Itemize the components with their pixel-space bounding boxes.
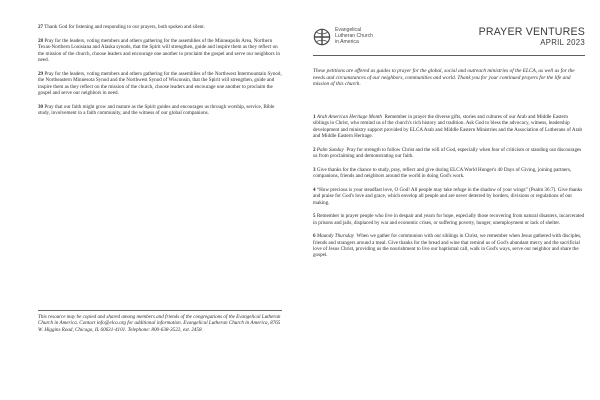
prayer-number: 27 (38, 24, 44, 30)
prayer-text: Remember in prayer the diverse gifts, stories and cultures of our Arab and Middle Eastern siblings in Christ, who remind us of the church's rich history and tradition. Ask God to bless the advocacy, witness, leadership development and ministry support provided by ELCA Arab and Middle Eastern Ministries and the Association of Lutherans of Arab and Middle Eastern Heritage. (313, 114, 583, 140)
header-divider (313, 55, 585, 56)
prayer-item (313, 167, 585, 180)
prayer-item (38, 24, 282, 30)
cross-globe-icon (313, 28, 331, 46)
prayer-title: Arab American Heritage Month (316, 114, 382, 120)
prayer-number: 3 (313, 166, 316, 173)
logo-line: in America (335, 38, 359, 45)
prayer-text: Pray that our faith might grow and mature as the Spirit guides and encourages us through worship, service, Bible study, involvement in a faith community, and the witness of our global companions. (38, 103, 275, 117)
prayer-text: When we gather for communion with our siblings in Christ, we remember when Jesus gathered with disciples, friends and strangers around a meal. Give thanks for the bread and wine that remind us of God's abundant mercy and the sacrificial love of Jesus Christ, providing us the nourishment to live our baptismal call, walk in God's ways, serve our neighbor and share the gospel. (313, 233, 582, 259)
prayer-title: Maundy Thursday (316, 233, 355, 240)
document-title-block (479, 27, 585, 48)
footer-text: This resource may be copied and shared among members and friends of the congregations of the Evangelical Lutheran Church in America. Contact info@elca.org for additional information. Evangelical Lutheran Church in America, 8765 W. Higgins Road, Chicago, IL 60631-4101. Telephone: 800-638-3522, ext. 2458. (38, 314, 281, 333)
prayer-item (38, 104, 282, 117)
prayer-number: 5 (313, 213, 316, 220)
prayer-text: Pray for the leaders, voting members and others gathering for the assemblies of the Northwest Intermountain Synod, the Northeastern Minnesota Synod and the Northwest Synod of Wisconsin, that the Spirit will strengthen, guide and inspire them as they reflect on the mission of the church, choose leaders and encourage one another to proclaim the gospel and serve our neighbors in need. (38, 70, 282, 97)
prayer-text: Give thanks for the chance to study, pray, reflect and give during ELCA World Hunger's 40 Days of Giving, joining partners, companions, friends and neighbors around the world in doing God's work. (313, 166, 572, 180)
prayer-number: 1 (313, 114, 316, 120)
document-date: APRIL 2023 (540, 38, 585, 47)
logo-line: Evangelical (335, 27, 362, 34)
prayer-item (313, 187, 585, 206)
right-page (300, 0, 600, 400)
prayer-item (313, 147, 585, 160)
elca-logo (313, 26, 373, 48)
prayer-text: Pray for strength to follow Christ and the will of God, especially when fear of criticism or standing out discourages us from proclaiming and demonstrating our faith. (313, 146, 582, 160)
document-title: PRAYER VENTURES (478, 26, 585, 38)
prayer-number: 2 (313, 146, 316, 153)
prayer-number: 29 (38, 70, 44, 77)
intro-paragraph: These petitions are offered as guides to prayer for the global, social and outreach ministries of the ELCA, as well as for the needs and circumstances of our neighbors, communities and world. Thank you for your continued prayers for the life and mission of this church. (313, 68, 575, 88)
logo-wordmark (335, 28, 373, 45)
prayer-item (313, 213, 585, 226)
prayer-number: 4 (313, 186, 316, 193)
prayer-text: Remember in prayer people who live in despair and yearn for hope, especially those recovering from natural disasters, incarcerated in prisons and jails, displaced by war and economic crises, or suffering poverty, hunger, unemployment or lack of shelter. (313, 213, 585, 226)
prayer-list-left (38, 24, 282, 124)
prayer-text: Thank God for listening and responding to our prayers, both spoken and silent. (44, 24, 205, 30)
prayer-item (38, 38, 282, 64)
prayer-text: “How precious is your steadfast love, O God! All people may take refuge in the shadow of your wings” (Psalm 36:7). Give thanks and praise for God's love and grace, which envelop all people and are never deterred by borders, divisions or regulations of our making. (313, 186, 583, 206)
prayer-list-right (313, 114, 585, 266)
prayer-item (313, 233, 585, 259)
prayer-title: Palm Sunday (316, 146, 344, 153)
prayer-number: 28 (38, 37, 44, 44)
copyright-footer (38, 310, 282, 333)
prayer-number: 6 (313, 233, 316, 240)
prayer-text: Pray for the leaders, voting members and others gathering for the assemblies of the Minneapolis Area, Northern Texas-Northern Louisiana and Alaska synods, that the Spirit will strengthen, guide and inspire them as they reflect on the mission of the church, choose leaders and encourage one another to proclaim the gospel and serve our neighbors in need. (38, 37, 280, 64)
prayer-number: 30 (38, 103, 44, 110)
logo-line: Lutheran Church (335, 33, 373, 40)
prayer-item (38, 71, 282, 97)
prayer-item (313, 114, 585, 140)
